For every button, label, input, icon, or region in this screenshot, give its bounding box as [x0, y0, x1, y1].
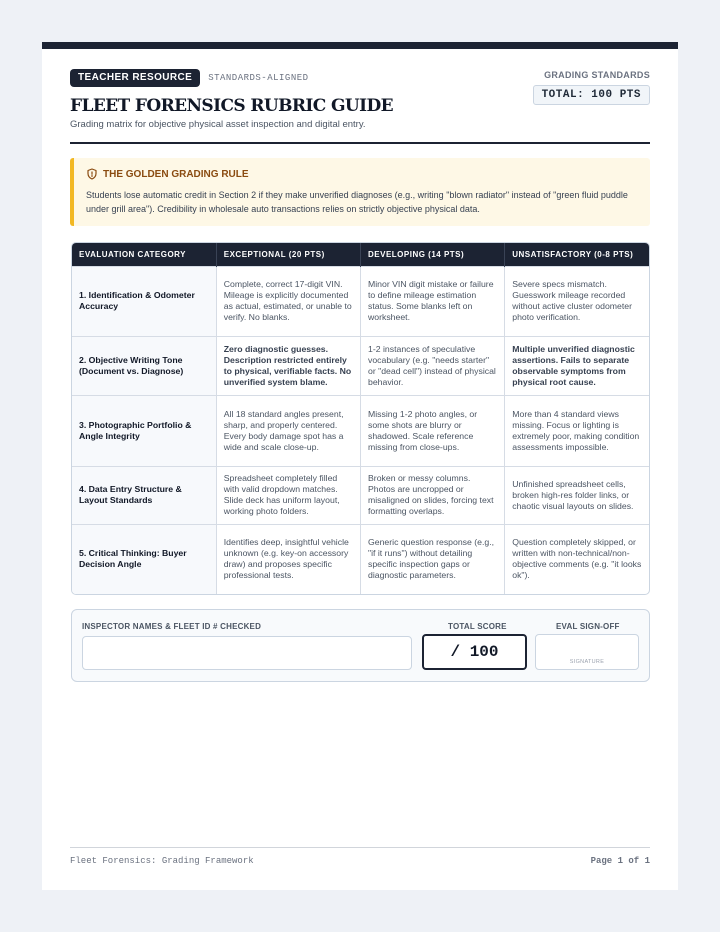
header-divider	[70, 142, 650, 144]
table-row	[72, 466, 649, 524]
rubric-table	[71, 242, 650, 595]
grading-standards-block	[533, 69, 650, 105]
column-header: DEVELOPING (14 PTS)	[361, 243, 505, 266]
total-points-box: TOTAL: 100 PTS	[533, 85, 650, 105]
inspector-names-field[interactable]	[82, 636, 412, 670]
unsatisfactory-cell: Question completely skipped, or written with non-technical/non-objective comments (e.g. "it looks ok").	[505, 524, 649, 594]
table-row	[72, 395, 649, 466]
developing-cell: 1-2 instances of speculative vocabulary (e.g. "needs starter" or "dead cell") instead of physical behavior.	[361, 336, 505, 395]
total-score-field[interactable]: / 100	[422, 634, 527, 670]
unsatisfactory-cell: Severe specs mismatch. Guesswork mileage recorded without active cluster odometer photo verification.	[505, 266, 649, 336]
developing-cell: Broken or messy columns. Photos are uncropped or misaligned on slides, forcing text formatting overlaps.	[361, 466, 505, 524]
column-header: EXCEPTIONAL (20 PTS)	[216, 243, 360, 266]
table-row	[72, 336, 649, 395]
exceptional-cell: Zero diagnostic guesses. Description restricted entirely to physical, verifiable facts. No unverified system blame.	[216, 336, 360, 395]
category-cell: 5. Critical Thinking: Buyer Decision Angle	[72, 524, 216, 594]
inspector-names-label: INSPECTOR NAMES & FLEET ID # CHECKED	[82, 622, 262, 631]
page-footer	[70, 856, 650, 866]
shield-icon	[86, 168, 98, 180]
exceptional-cell: Complete, correct 17-digit VIN. Mileage is explicitly documented as actual, estimated, or unable to verify. No blanks.	[216, 266, 360, 336]
table-row	[72, 266, 649, 336]
evaluation-panel	[71, 609, 650, 682]
developing-cell: Missing 1-2 photo angles, or some shots are blurry or shadowed. Scale reference missing from close-ups.	[361, 395, 505, 466]
callout-body: Students lose automatic credit in Section 2 if they make unverified diagnoses (e.g., writing "blown radiator" instead of "green fluid puddle under grill area"). Credibility in wholesale auto transactions relies on strictly objective physical data.	[86, 190, 628, 214]
signature-field[interactable]	[535, 634, 639, 670]
total-score-label: TOTAL SCORE	[448, 622, 507, 631]
developing-cell: Minor VIN digit mistake or failure to define mileage estimation status. Some blanks left on worksheet.	[361, 266, 505, 336]
category-cell: 2. Objective Writing Tone (Document vs. Diagnose)	[72, 336, 216, 395]
golden-rule-callout	[70, 158, 650, 226]
page-subtitle: Grading matrix for objective physical asset inspection and digital entry.	[70, 119, 366, 130]
category-cell: 1. Identification & Odometer Accuracy	[72, 266, 216, 336]
standards-tag: STANDARDS-ALIGNED	[208, 73, 309, 83]
signature-caption: SIGNATURE	[569, 659, 605, 665]
exceptional-cell: Spreadsheet completely filled with valid dropdown matches. Slide deck has uniform layout, working photo folders.	[216, 466, 360, 524]
exceptional-cell: Identifies deep, insightful vehicle unknown (e.g. key-on accessory draw) and proposes specific professional tests.	[216, 524, 360, 594]
exceptional-cell: All 18 standard angles present, sharp, and properly centered. Every body damage spot has a wide and scale close-up.	[216, 395, 360, 466]
unsatisfactory-cell: More than 4 standard views missing. Focus or lighting is extremely poor, making condition assessments impossible.	[505, 395, 649, 466]
page-title: FLEET FORENSICS RUBRIC GUIDE	[70, 96, 394, 116]
eval-signoff-label: EVAL SIGN-OFF	[556, 622, 620, 631]
footer-divider	[70, 847, 650, 848]
page-number: Page 1 of 1	[590, 856, 650, 866]
rubric-page	[42, 42, 678, 890]
grading-standards-label: GRADING STANDARDS	[544, 70, 650, 80]
category-cell: 4. Data Entry Structure & Layout Standards	[72, 466, 216, 524]
category-cell: 3. Photographic Portfolio & Angle Integrity	[72, 395, 216, 466]
column-header: UNSATISFACTORY (0-8 PTS)	[505, 243, 649, 266]
table-header-row	[72, 243, 649, 266]
unsatisfactory-cell: Unfinished spreadsheet cells, broken high-res folder links, or chaotic visual layouts on slides.	[505, 466, 649, 524]
table-row	[72, 524, 649, 594]
developing-cell: Generic question response (e.g., "if it runs") without detailing specific inspection gaps or diagnostic parameters.	[361, 524, 505, 594]
unsatisfactory-cell: Multiple unverified diagnostic assertions. Fails to separate observable symptoms from physical root cause.	[505, 336, 649, 395]
column-header: EVALUATION CATEGORY	[72, 243, 216, 266]
callout-title: THE GOLDEN GRADING RULE	[103, 168, 249, 180]
teacher-resource-badge: TEACHER RESOURCE	[70, 69, 200, 87]
page-header	[70, 69, 650, 137]
footer-title: Fleet Forensics: Grading Framework	[70, 856, 254, 866]
